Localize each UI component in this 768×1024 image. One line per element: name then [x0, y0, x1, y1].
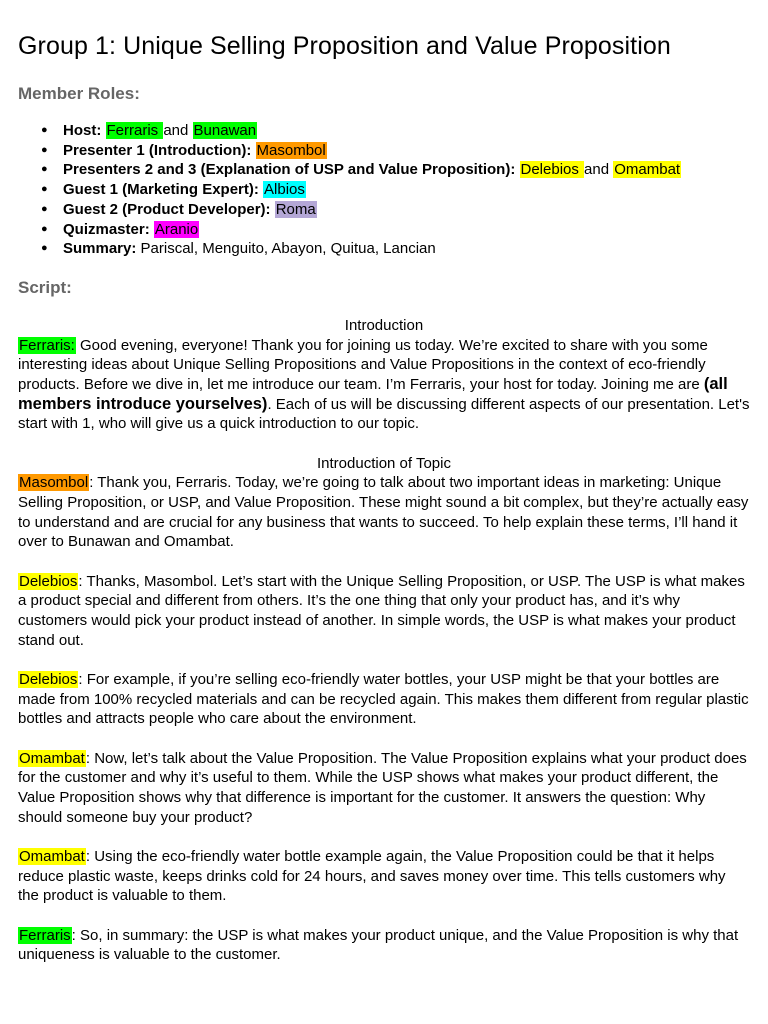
role-label: Guest 2 (Product Developer): [63, 200, 271, 218]
section-heading: Introduction [344, 316, 424, 334]
highlighted-name: Aranio [154, 220, 199, 238]
script-paragraph [18, 336, 750, 435]
section-paragraphs [18, 336, 750, 435]
role-item [18, 220, 750, 240]
document-title: Group 1: Unique Selling Proposition and Value Proposition [18, 32, 671, 60]
role-label: Presenter 1 (Introduction): [63, 141, 252, 159]
script-paragraph [18, 670, 750, 729]
role-text: Pariscal, Menguito, Abayon, Quitua, Lancian [140, 240, 436, 258]
role-item [18, 160, 750, 180]
script-paragraph [18, 572, 750, 651]
role-label: Summary: [63, 240, 137, 258]
script-body [18, 316, 750, 965]
highlighted-name: Delebios [520, 161, 584, 179]
role-label: Quizmaster: [63, 220, 150, 238]
speaker-name: Delebios [19, 670, 78, 688]
script-paragraph [18, 473, 750, 552]
paragraph-text: : So, in summary: the USP is what makes your product unique, and the Value Proposition is why that uniqueness is valuable to the customer. [18, 926, 739, 964]
role-label: Host: [63, 122, 102, 139]
speaker-name: Omambat [19, 749, 85, 767]
member-roles-list [18, 121, 750, 259]
role-item [18, 121, 750, 141]
role-label: Presenters 2 and 3 (Explanation of USP and Value Proposition): [63, 161, 516, 179]
member-roles-heading: Member Roles: [18, 84, 140, 103]
bullet-icon: ● [41, 202, 48, 215]
paragraph-text: : Thanks, Masombol. Let’s start with the Unique Selling Proposition, or USP. The USP is what makes a product special and different from others. It’s the one thing that only your product has, and it’s why customers would pick your product instead of another. In simple words, the USP is what makes your product stand out. [18, 572, 745, 649]
paragraph-text: : Now, let’s talk about the Value Proposition. The Value Proposition explains what your product does for the customer and why it’s useful to them. While the USP shows what makes your product different, the Value Proposition shows why that difference is important for the customer. It answers the question: Why should someone buy your product? [18, 749, 747, 826]
role-item [18, 200, 750, 220]
role-item [18, 239, 750, 259]
highlighted-name: Masombol [256, 141, 326, 159]
speaker-name: Delebios [19, 572, 78, 590]
script-paragraph [18, 847, 750, 906]
role-text: and [163, 122, 193, 139]
role-label: Guest 1 (Marketing Expert): [63, 181, 259, 199]
bullet-icon: ● [41, 242, 48, 255]
highlighted-name: Albios [264, 181, 305, 199]
script-paragraph [18, 749, 750, 828]
highlighted-name: Ferraris [106, 122, 163, 139]
paragraph-text: Good evening, everyone! Thank you for joining us today. We’re excited to share with you some interesting ideas about Unique Selling Propositions and Value Propositions in the context of eco-friendly products. Before we dive in, let me introduce our team. I’m Ferraris, your host for today. Joining me are [18, 336, 708, 394]
paragraph-text: . Each of us will be discussing different aspects of our presentation. Let's start with 1, who will give us a quick introduction to our topic. [18, 395, 750, 433]
script-heading: Script: [18, 277, 72, 297]
bullet-icon: ● [41, 124, 48, 136]
speaker-name: Ferraris: [19, 336, 75, 354]
role-item [18, 180, 750, 200]
paragraph-text: : Thank you, Ferraris. Today, we’re going to talk about two important ideas in marketing: Unique Selling Proposition, or USP, and Value Proposition. These might sound a bit complex, but they’re actually easy to understand and are crucial for any business that wants to succeed. To help explain these terms, I’ll hand it over to Bunawan and Omambat. [18, 474, 749, 551]
paragraph-text: : For example, if you’re selling eco-friendly water bottles, your USP might be that your bottles are made from 100% recycled materials and can be recycled again. This makes them different from regular plastic bottles and attracts people who care about the environment. [18, 670, 749, 728]
section-gap [18, 434, 750, 454]
role-item [18, 141, 750, 161]
highlighted-name: Omambat [614, 161, 681, 179]
speaker-name: Ferraris [19, 926, 71, 944]
bullet-icon: ● [41, 163, 48, 176]
highlighted-name: Roma [275, 200, 316, 218]
section-paragraphs [18, 473, 750, 965]
emphasis-text: (all members introduce yourselves) [18, 375, 728, 413]
bullet-icon: ● [41, 222, 48, 235]
highlighted-name: Bunawan [193, 122, 257, 139]
paragraph-text: : Using the eco-friendly water bottle example again, the Value Proposition could be that it helps reduce plastic waste, keeps drinks cold for 24 hours, and saves money over time. This tells customers why the product is valuable to them. [18, 847, 726, 905]
bullet-icon: ● [41, 143, 48, 156]
speaker-name: Omambat [19, 847, 85, 865]
section-heading: Introduction of Topic [317, 454, 451, 472]
speaker-name: Masombol [19, 474, 89, 492]
script-paragraph [18, 926, 750, 965]
role-text: and [584, 161, 614, 179]
bullet-icon: ● [41, 183, 48, 196]
